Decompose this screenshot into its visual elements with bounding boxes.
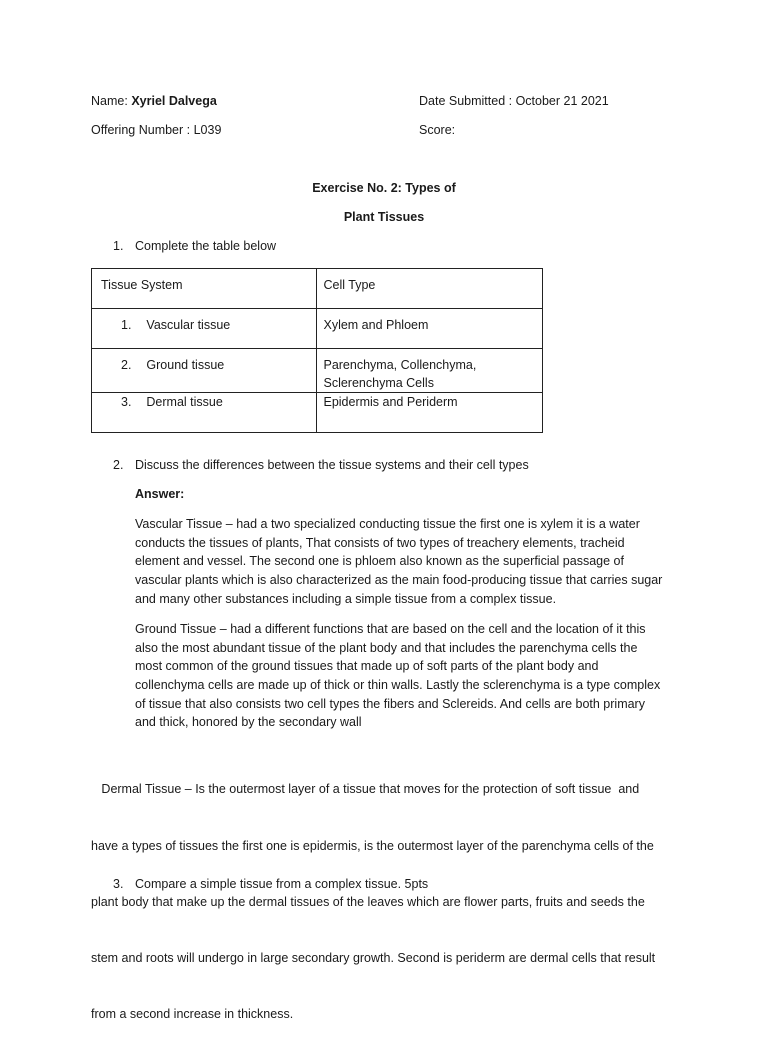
tissue-system-name: Dermal tissue bbox=[146, 395, 223, 409]
q2-number: 2. bbox=[113, 458, 124, 472]
paragraph-line: most common of the ground tissues that made up of soft parts of the plant body and bbox=[135, 659, 599, 674]
table-row bbox=[92, 393, 543, 433]
paragraph-line: element and vessel. The second one is phloem also known as the superficial passage of bbox=[135, 554, 624, 569]
table-header-row bbox=[92, 269, 543, 309]
name-field bbox=[91, 94, 217, 108]
paragraph-line: from a second increase in thickness. bbox=[91, 1006, 294, 1021]
q1-text: Complete the table below bbox=[135, 239, 277, 253]
exercise-title-line1: Exercise No. 2: Types of bbox=[312, 181, 456, 195]
cell-type-value: Sclerenchyma Cells bbox=[323, 376, 434, 390]
vascular-paragraph bbox=[135, 515, 662, 608]
answer-label: Answer: bbox=[135, 487, 185, 501]
tissue-table bbox=[91, 268, 543, 433]
paragraph-line: Ground Tissue – had a different functions that are based on the cell and the location of it this bbox=[135, 622, 646, 636]
tissue-system-name: Vascular tissue bbox=[146, 318, 231, 332]
paragraph-line: of tissue that also consists two cell types the fibers and Sclereids. And cells are both primary bbox=[135, 696, 645, 711]
paragraph-line: also the most abundant tissue of the plant body and that includes the parenchyma cells the bbox=[135, 640, 638, 655]
table-row bbox=[92, 309, 543, 349]
paragraph-line: Vascular Tissue – had a two specialized conducting tissue the first one is xylem it is a water bbox=[135, 517, 640, 531]
q3-text: Compare a simple tissue from a complex tissue. 5pts bbox=[135, 877, 429, 891]
paragraph-line: have a types of tissues the first one is epidermis, is the outermost layer of the parenchyma cells of the bbox=[91, 838, 654, 853]
dermal-paragraph bbox=[91, 743, 655, 1042]
date-submitted: Date Submitted : October 21 2021 bbox=[419, 94, 609, 108]
paragraph-line: plant body that make up the dermal tissues of the leaves which are flower parts, fruits and seeds the bbox=[91, 894, 645, 909]
exercise-title-line2: Plant Tissues bbox=[343, 210, 425, 224]
tissue-system-name: Ground tissue bbox=[146, 358, 225, 372]
cell-type-value: Parenchyma, Collenchyma, bbox=[323, 358, 477, 372]
q3-number: 3. bbox=[113, 877, 124, 891]
paragraph-line: vascular plants which is also characterized as the main food-producing tissue that carries sugar bbox=[135, 573, 663, 588]
cell-type-value: Epidermis and Periderm bbox=[323, 395, 458, 409]
paragraph-line: and thick, honored by the secondary wall bbox=[135, 715, 362, 730]
q2-text: Discuss the differences between the tissue systems and their cell types bbox=[135, 458, 529, 472]
paragraph-line: collenchyma cells are made up of thick or thin walls. Lastly the sclerenchyma is a type complex bbox=[135, 678, 661, 693]
cell-type-value: Xylem and Phloem bbox=[323, 318, 429, 332]
name-label: Name: bbox=[91, 94, 128, 108]
row-number: 1. bbox=[121, 318, 132, 332]
q1-number: 1. bbox=[113, 239, 124, 253]
table-row bbox=[92, 349, 543, 393]
offering-number: Offering Number : L039 bbox=[91, 123, 222, 137]
paragraph-line: conducts the tissues of plants, That consists of two types of treachery elements, tracheid bbox=[135, 535, 625, 550]
student-name: Xyriel Dalvega bbox=[131, 94, 217, 108]
header-cell-type: Cell Type bbox=[323, 278, 376, 292]
paragraph-line: and many other substances including a simple tissue from a complex tissue. bbox=[135, 591, 557, 606]
paragraph-line: stem and roots will undergo in large secondary growth. Second is periderm are dermal cells that result bbox=[91, 950, 656, 965]
row-number: 2. bbox=[121, 358, 132, 372]
row-number: 3. bbox=[121, 395, 132, 409]
header-tissue-system: Tissue System bbox=[101, 278, 183, 292]
paragraph-line: Dermal Tissue – Is the outermost layer of a tissue that moves for the protection of soft tissue and bbox=[91, 782, 640, 797]
score-label: Score: bbox=[419, 123, 456, 137]
ground-paragraph bbox=[135, 620, 660, 732]
